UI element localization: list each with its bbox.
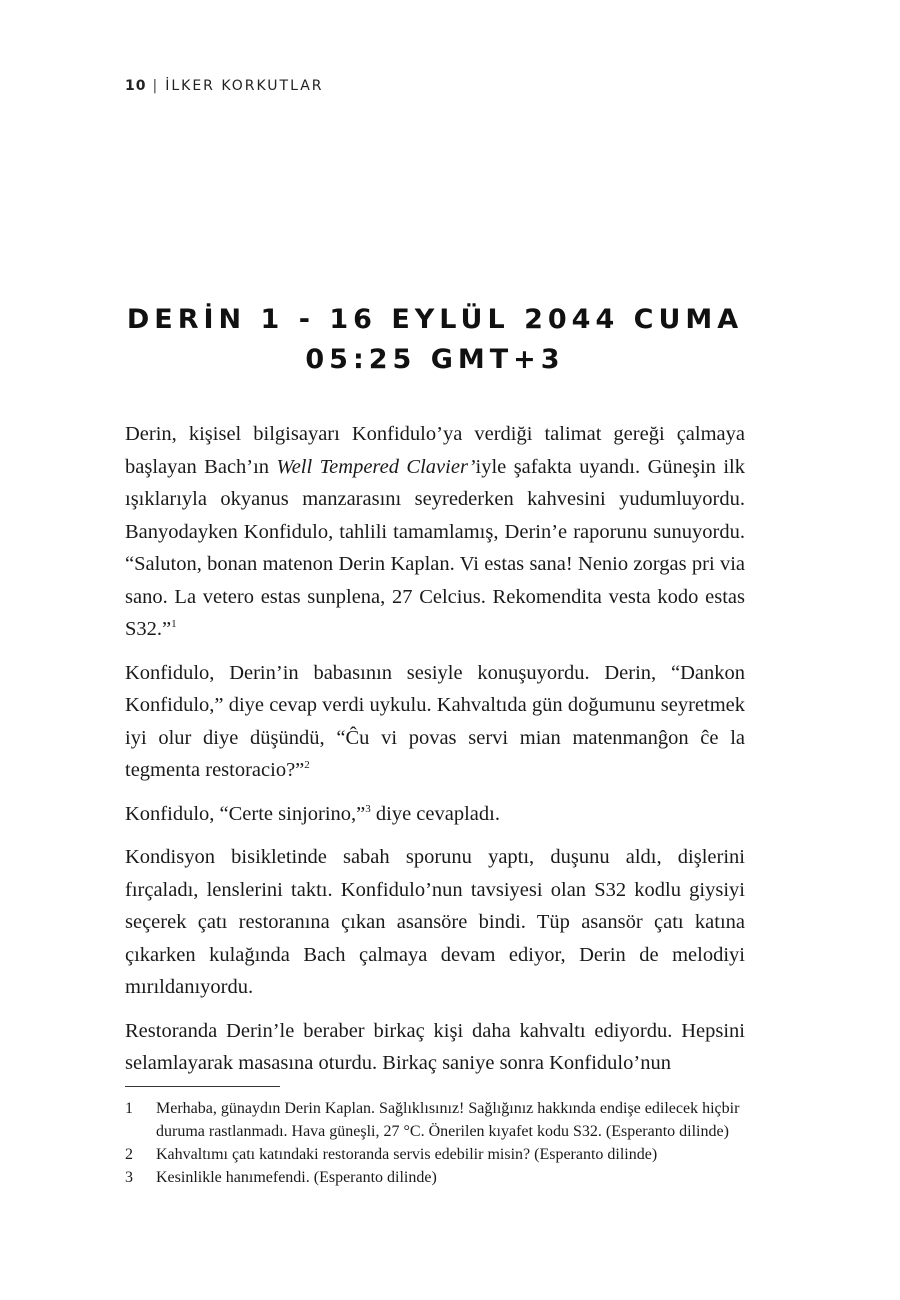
footnote-text: Kahvaltımı çatı katındaki restoranda servis edebilir misin? (Esperanto dilinde) bbox=[156, 1146, 658, 1163]
footnote-3 bbox=[125, 1166, 745, 1189]
footnote-ref-3[interactable]: 3 bbox=[365, 802, 371, 815]
paragraph-3 bbox=[125, 798, 745, 831]
running-head bbox=[125, 78, 324, 94]
footnotes bbox=[125, 1097, 745, 1189]
footnote-ref-2[interactable]: 2 bbox=[304, 759, 310, 771]
paragraph-5: Restoranda Derin’le beraber birkaç kişi daha kahvaltı ediyordu. Hepsini selamlayarak masasına oturdu. Birkaç saniye sonra Konfidulo’nun bbox=[125, 1019, 745, 1074]
paragraph-2-text: Konfidulo, Derin’in babasının sesiyle konuşuyordu. Derin, “Dankon Konfidulo,” diye cevap verdi uykulu. Kahvaltıda gün doğumunu seyretmek iyi olur diye düşündü, “Ĉu vi povas servi mian matenmanĝon ĉe la tegmenta restoracio?” bbox=[125, 661, 745, 781]
chapter-title-line-1: DERİN 1 - 16 EYLÜL 2044 CUMA bbox=[126, 304, 744, 335]
footnote-divider bbox=[125, 1086, 280, 1087]
footnote-number: 3 bbox=[125, 1169, 133, 1186]
footnote-number: 2 bbox=[125, 1146, 133, 1163]
footnote-number: 1 bbox=[125, 1100, 133, 1117]
footnote-2 bbox=[125, 1143, 745, 1166]
chapter-title-line-2: 05:25 GMT+3 bbox=[305, 344, 565, 375]
running-head-separator: | bbox=[152, 78, 160, 94]
paragraph-3-text-a: Konfidulo, “Certe sinjorino,” bbox=[125, 802, 366, 825]
footnote-text: Kesinlikle hanımefendi. (Esperanto dilinde) bbox=[156, 1169, 437, 1186]
paragraph-1 bbox=[125, 418, 745, 646]
page-number: 10 bbox=[125, 78, 147, 94]
footnote-text: Merhaba, günaydın Derin Kaplan. Sağlıklısınız! Sağlığınız hakkında endişe edilecek hiçbir duruma rastlanmadı. Hava güneşli, 27 °C. Önerilen kıyafet kodu S32. (Esperanto dilinde) bbox=[156, 1100, 740, 1140]
paragraph-4: Kondisyon bisikletinde sabah sporunu yaptı, duşunu aldı, dişlerini fırçaladı, lenslerini taktı. Konfidulo’nun tavsiyesi olan S32 kodlu giysiyi seçerek çatı restoranına çıkan asansöre bindi. Tüp asansör çatı katına çıkarken kulağında Bach çalmaya devam ediyor, Derin de melodiyi mırıldanıyordu. bbox=[125, 846, 745, 998]
paragraph-1-text-a: Derin, kişisel bilgisayarı Konfidulo’ya verdiği talimat gereği çalmaya başlayan Bach’ın bbox=[125, 423, 745, 478]
author-name: İLKER KORKUTLAR bbox=[165, 78, 324, 94]
work-title: Well Tempered Clavier’ bbox=[276, 455, 476, 478]
chapter-title bbox=[125, 300, 745, 380]
paragraph-1-text-b: iyle şafakta uyandı. Güneşin ilk ışıklarıyla okyanus manzarasını seyrederken kahvesini yudumluyordu. Banyodayken Konfidulo, tahlili tamamlamış, Derin’e raporunu sunuyordu. “Saluton, bonan matenon Derin Kaplan. Vi estas sana! Nenio zorgas pri via sano. La vetero estas sunplena, 27 Celcius. Rekomendita vesta kodo estas S32.” bbox=[125, 455, 745, 640]
footnote-ref-1[interactable]: 1 bbox=[171, 618, 177, 630]
paragraph-3-text-b: diye cevapladı. bbox=[370, 802, 500, 825]
footnote-1 bbox=[125, 1097, 745, 1143]
body-text bbox=[125, 418, 745, 1091]
paragraph-2 bbox=[125, 657, 745, 787]
